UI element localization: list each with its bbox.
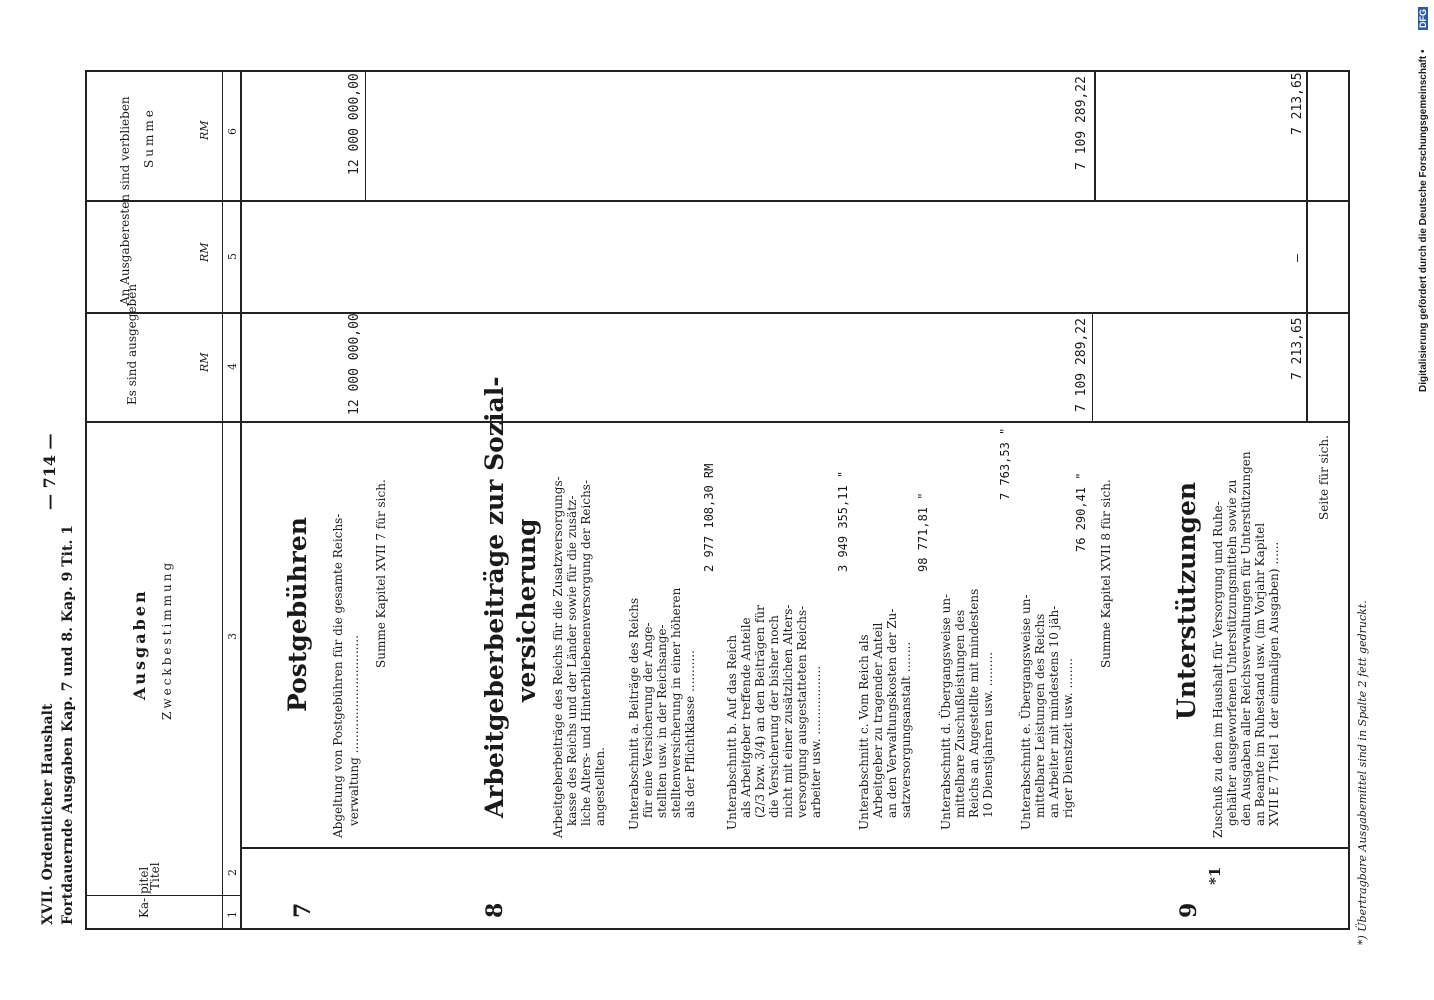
header-row-rule [240,70,242,928]
ua-d-line-4: 10 Dienstjahren usw. ......... [981,651,995,818]
table-right-rule [1348,70,1350,928]
kapitel-7-heading: Postgebühren [283,517,312,712]
ua-b-line-5: nicht mit einer zusätzlichen Alters- [781,604,795,818]
side-credit: Digitalisierung gefördert durch die Deutsche Forschungsgemeinschaft • [1418,49,1429,392]
ua-e-line-2: mittelbare Leistungen des Reichs [1033,613,1047,818]
unit-label-6: RM [198,120,211,140]
ua-d-line-3: Reichs an Angestellte mit mindestens [967,588,981,818]
ua-a-line-2: für eine Versicherung der Ange- [641,622,655,818]
table-top-rule [85,70,1350,72]
kapitel-9-text-4: an Beamte im Ruhestand usw. (im Vorjahr Kapitel [1253,522,1267,826]
col-header-zweck: Zweckbestimmung [160,559,174,720]
kapitel-9-amount-rule [1306,70,1308,421]
kapitel-7-sum-rule [365,70,366,200]
ua-d-line-1: Unterabschnitt d. Übergangsweise un- [939,593,953,830]
kapitel-9-number: 9 [1176,902,1202,918]
kapitel-9-titel: *1 [1206,866,1224,885]
ua-a-amount: 2 977 108,30 RM [702,463,716,572]
unit-label-5: RM [198,242,211,262]
kapitel-8-sum: 7 109 289,22 [1074,76,1089,170]
kapitel-7-text-1: Abgeltung von Postgebühren für die gesamte Reichs- [331,513,345,838]
number-row-rule [222,70,223,928]
col-header-ausgaben: Ausgaben [130,588,149,700]
kapitel-7-amount: 12 000 000,00 [347,313,362,415]
dfg-logo: DFG [1418,9,1428,28]
k7-rule [365,312,366,313]
kapitel-9-text-3: den Ausgaben aller Reichsverwaltungen für Unterstützungen [1239,451,1253,826]
table-bottom-rule [85,928,1350,930]
kapitel-8-number: 8 [482,902,508,918]
ua-e-line-3: an Arbeiter mit mindestens 10 jäh- [1047,605,1061,818]
col-header-reste: An Ausgaberesten sind verblieben [118,96,132,305]
kapitel-8-heading-1: Arbeitgeberbeiträge zur Sozial- [480,376,509,818]
ua-e-line-4: riger Dienstzeit usw. ........ [1061,658,1075,818]
kapitel-9-sum: 7 213,65 [1290,72,1305,135]
unit-label-4: RM [198,352,211,372]
kapitel-9-reste: — [1290,254,1305,262]
col-header-ausgegeben: Es sind ausgegeben [125,283,139,405]
header-title: XVII. Ordentlicher Haushalt [40,703,56,925]
table-left-rule [85,70,87,928]
ua-a-line-5: als der Pflichtklasse ........... [683,650,697,818]
col-header-kapitel: Ka- pitel [137,866,151,918]
col-num-5: 5 [226,253,239,260]
col-divider-zweck [85,421,1350,423]
kapitel-8-intro-3: liche Alters- und Hinterbliebenenversorgung der Reichs- [579,479,593,826]
kapitel-8-amount-rule [1092,312,1093,421]
ua-b-line-3: (2/3 bzw. 3/4) an den Beiträgen für [753,605,767,818]
kapitel-9-heading: Unterstützungen [1172,481,1201,720]
col-header-summe: Summe [142,107,156,168]
kapitel-8-intro-1: Arbeitgeberbeiträge des Reichs für die Zusatzversorgungs- [551,476,565,838]
kapitel-9-text-2: gehälter ausgeworfenen Unterstützungsmitteln sowie zu [1225,479,1239,826]
kapitel-8-intro-2: kasse des Reichs und der Länder sowie für die zusätz- [565,495,579,826]
kapitel-7-text-2: verwaltung ............................... [347,635,361,826]
col-num-1: 1 [226,911,239,918]
col-divider-reste [85,200,1350,202]
kapitel-9-sum-label: Seite für sich. [1317,435,1331,520]
col-divider-titel [240,847,1350,849]
col-num-6: 6 [226,128,239,135]
ua-c-line-3: an den Verwaltungskosten der Zu- [885,608,899,818]
ua-a-line-1: Unterabschnitt a. Beiträge des Reichs [627,597,641,830]
kapitel-8-sum-label: Summe Kapitel XVII 8 für sich. [1099,479,1113,668]
ua-b-line-6: versorgung ausgestatteten Reichs- [795,605,809,818]
kapitel-8-amount: 7 109 289,22 [1074,318,1089,412]
footnote: *) Übertragbare Ausgabemittel sind in Spalte 2 fett gedruckt. [1356,600,1369,945]
kapitel-9-text-5: XVII E 7 Titel 1 der einmaligen Ausgaben) ...... [1267,541,1281,826]
col-num-4: 4 [226,363,239,370]
kapitel-9-text-1: Zuschuß zu den im Haushalt für Versorgung und Ruhe- [1211,501,1225,838]
ua-e-line-1: Unterabschnitt e. Übergangsweise un- [1019,594,1033,830]
kapitel-7-sum: 12 000 000,00 [347,73,362,175]
kapitel-7-number: 7 [290,902,316,918]
ua-b-line-7: arbeiter usw. .................. [809,665,823,818]
kapitel-8-sum-rule [1094,70,1096,200]
page-number: — 714 — [40,433,59,510]
col-divider-kapitel [85,895,240,896]
col-header-titel: Titel [148,862,162,890]
ua-c-line-4: satzversorgungsanstalt ........ [899,641,913,818]
ua-c-line-1: Unterabschnitt c. Vom Reich als [857,634,871,830]
ua-e-amount: 76 290,41 " [1074,472,1088,552]
ua-c-line-2: Arbeitgeber zu tragender Anteil [871,622,885,818]
col-num-2: 2 [226,869,239,876]
kapitel-8-intro-4: angestellten. [593,747,607,826]
kapitel-9-amount: 7 213,65 [1290,317,1305,380]
header-subtitle: Fortdauernde Ausgaben Kap. 7 und 8. Kap. 9 Tit. 1 [60,525,76,925]
ua-c-amount: 98 771,81 " [916,492,930,572]
ua-d-line-2: mittelbare Zuschußleistungen des [953,609,967,818]
ua-b-line-4: die Versicherung der bisher noch [767,615,781,818]
col-divider-ausgegeben [85,312,1350,314]
kapitel-7-sum-label: Summe Kapitel XVII 7 für sich. [374,479,388,668]
col-num-3: 3 [226,633,239,640]
ua-b-line-2: als Arbeitgeber treffende Anteile [739,617,753,818]
ua-b-amount: 3 949 355,11 " [836,470,850,572]
ua-d-amount: 7 763,53 " [998,427,1012,500]
ua-b-line-1: Unterabschnitt b. Auf das Reich [725,634,739,830]
ua-a-line-3: stellten usw. in der Reichsange- [655,624,669,818]
ua-a-line-4: stelltenversicherung in einer höheren [669,587,683,818]
kapitel-8-heading-2: versicherung [512,518,541,702]
